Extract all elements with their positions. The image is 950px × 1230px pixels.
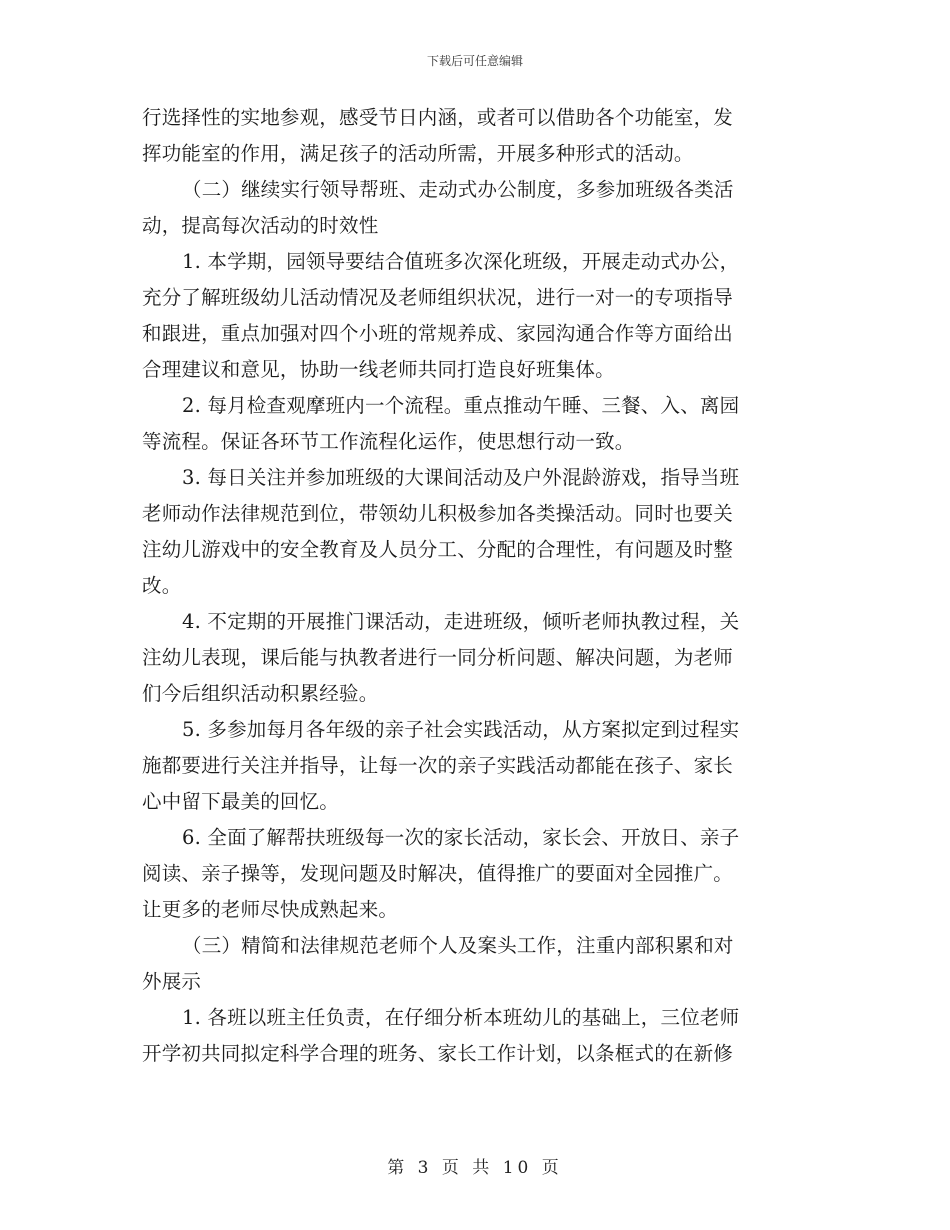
text-line: 注幼儿表现，课后能与执教者进行一同分析问题、解决问题，为老师 [142, 646, 734, 669]
text-line: 挥功能室的作用，满足孩子的活动所需，开展多种形式的活动。 [142, 142, 694, 165]
text-line: 动，提高每次活动的时效性 [142, 214, 379, 237]
text-line: 1. 各班以班主任负责，在仔细分析本班幼儿的基础上，三位老师 [182, 1006, 740, 1029]
text-line: 6. 全面了解帮扶班级每一次的家长活动，家长会、开放日、亲子 [182, 826, 740, 849]
text-line: 3. 每日关注并参加班级的大课间活动及户外混龄游戏，指导当班 [182, 466, 740, 489]
text-line: 行选择性的实地参观，感受节日内涵，或者可以借助各个功能室，发 [142, 106, 734, 129]
text-line: 让更多的老师尽快成熟起来。 [142, 898, 399, 921]
document-body [142, 100, 806, 1072]
text-line: 阅读、亲子操等，发现问题及时解决，值得推广的要面对全园推广。 [142, 862, 734, 885]
text-line: 心中留下最美的回忆。 [142, 790, 340, 813]
text-line: 开学初共同拟定科学合理的班务、家长工作计划，以条框式的在新修 [142, 1042, 734, 1065]
text-line: 老师动作法律规范到位，带领幼儿积极参加各类操活动。同时也要关 [142, 502, 734, 525]
text-line: 施都要进行关注并指导，让每一次的亲子实践活动都能在孩子、家长 [142, 754, 734, 777]
text-line: （二）继续实行领导帮班、走动式办公制度，多参加班级各类活 [182, 178, 734, 201]
text-line: 外展示 [142, 970, 202, 993]
text-line: 2. 每月检查观摩班内一个流程。重点推动午睡、三餐、入、离园 [182, 394, 740, 417]
text-line: 改。 [142, 574, 182, 597]
text-line: 4. 不定期的开展推门课活动，走进班级，倾听老师执教过程，关 [182, 610, 740, 633]
page-header: 下载后可任意编辑 [426, 54, 523, 68]
text-line: （三）精简和法律规范老师个人及案头工作，注重内部积累和对 [182, 934, 734, 957]
text-line: 注幼儿游戏中的安全教育及人员分工、分配的合理性，有问题及时整 [142, 538, 734, 561]
text-line: 们今后组织活动积累经验。 [142, 682, 379, 705]
page-footer: 第 3 页 共 10 页 [387, 1158, 563, 1178]
text-line: 充分了解班级幼儿活动情况及老师组织状况，进行一对一的专项指导 [142, 286, 734, 309]
text-line: 合理建议和意见，协助一线老师共同打造良好班集体。 [142, 358, 615, 381]
text-line: 5. 多参加每月各年级的亲子社会实践活动，从方案拟定到过程实 [182, 718, 740, 741]
text-line: 和跟进，重点加强对四个小班的常规养成、家园沟通合作等方面给出 [142, 322, 734, 345]
text-line: 等流程。保证各环节工作流程化运作，使思想行动一致。 [142, 430, 635, 453]
text-line: 1. 本学期，园领导要结合值班多次深化班级，开展走动式办公， [182, 250, 740, 273]
